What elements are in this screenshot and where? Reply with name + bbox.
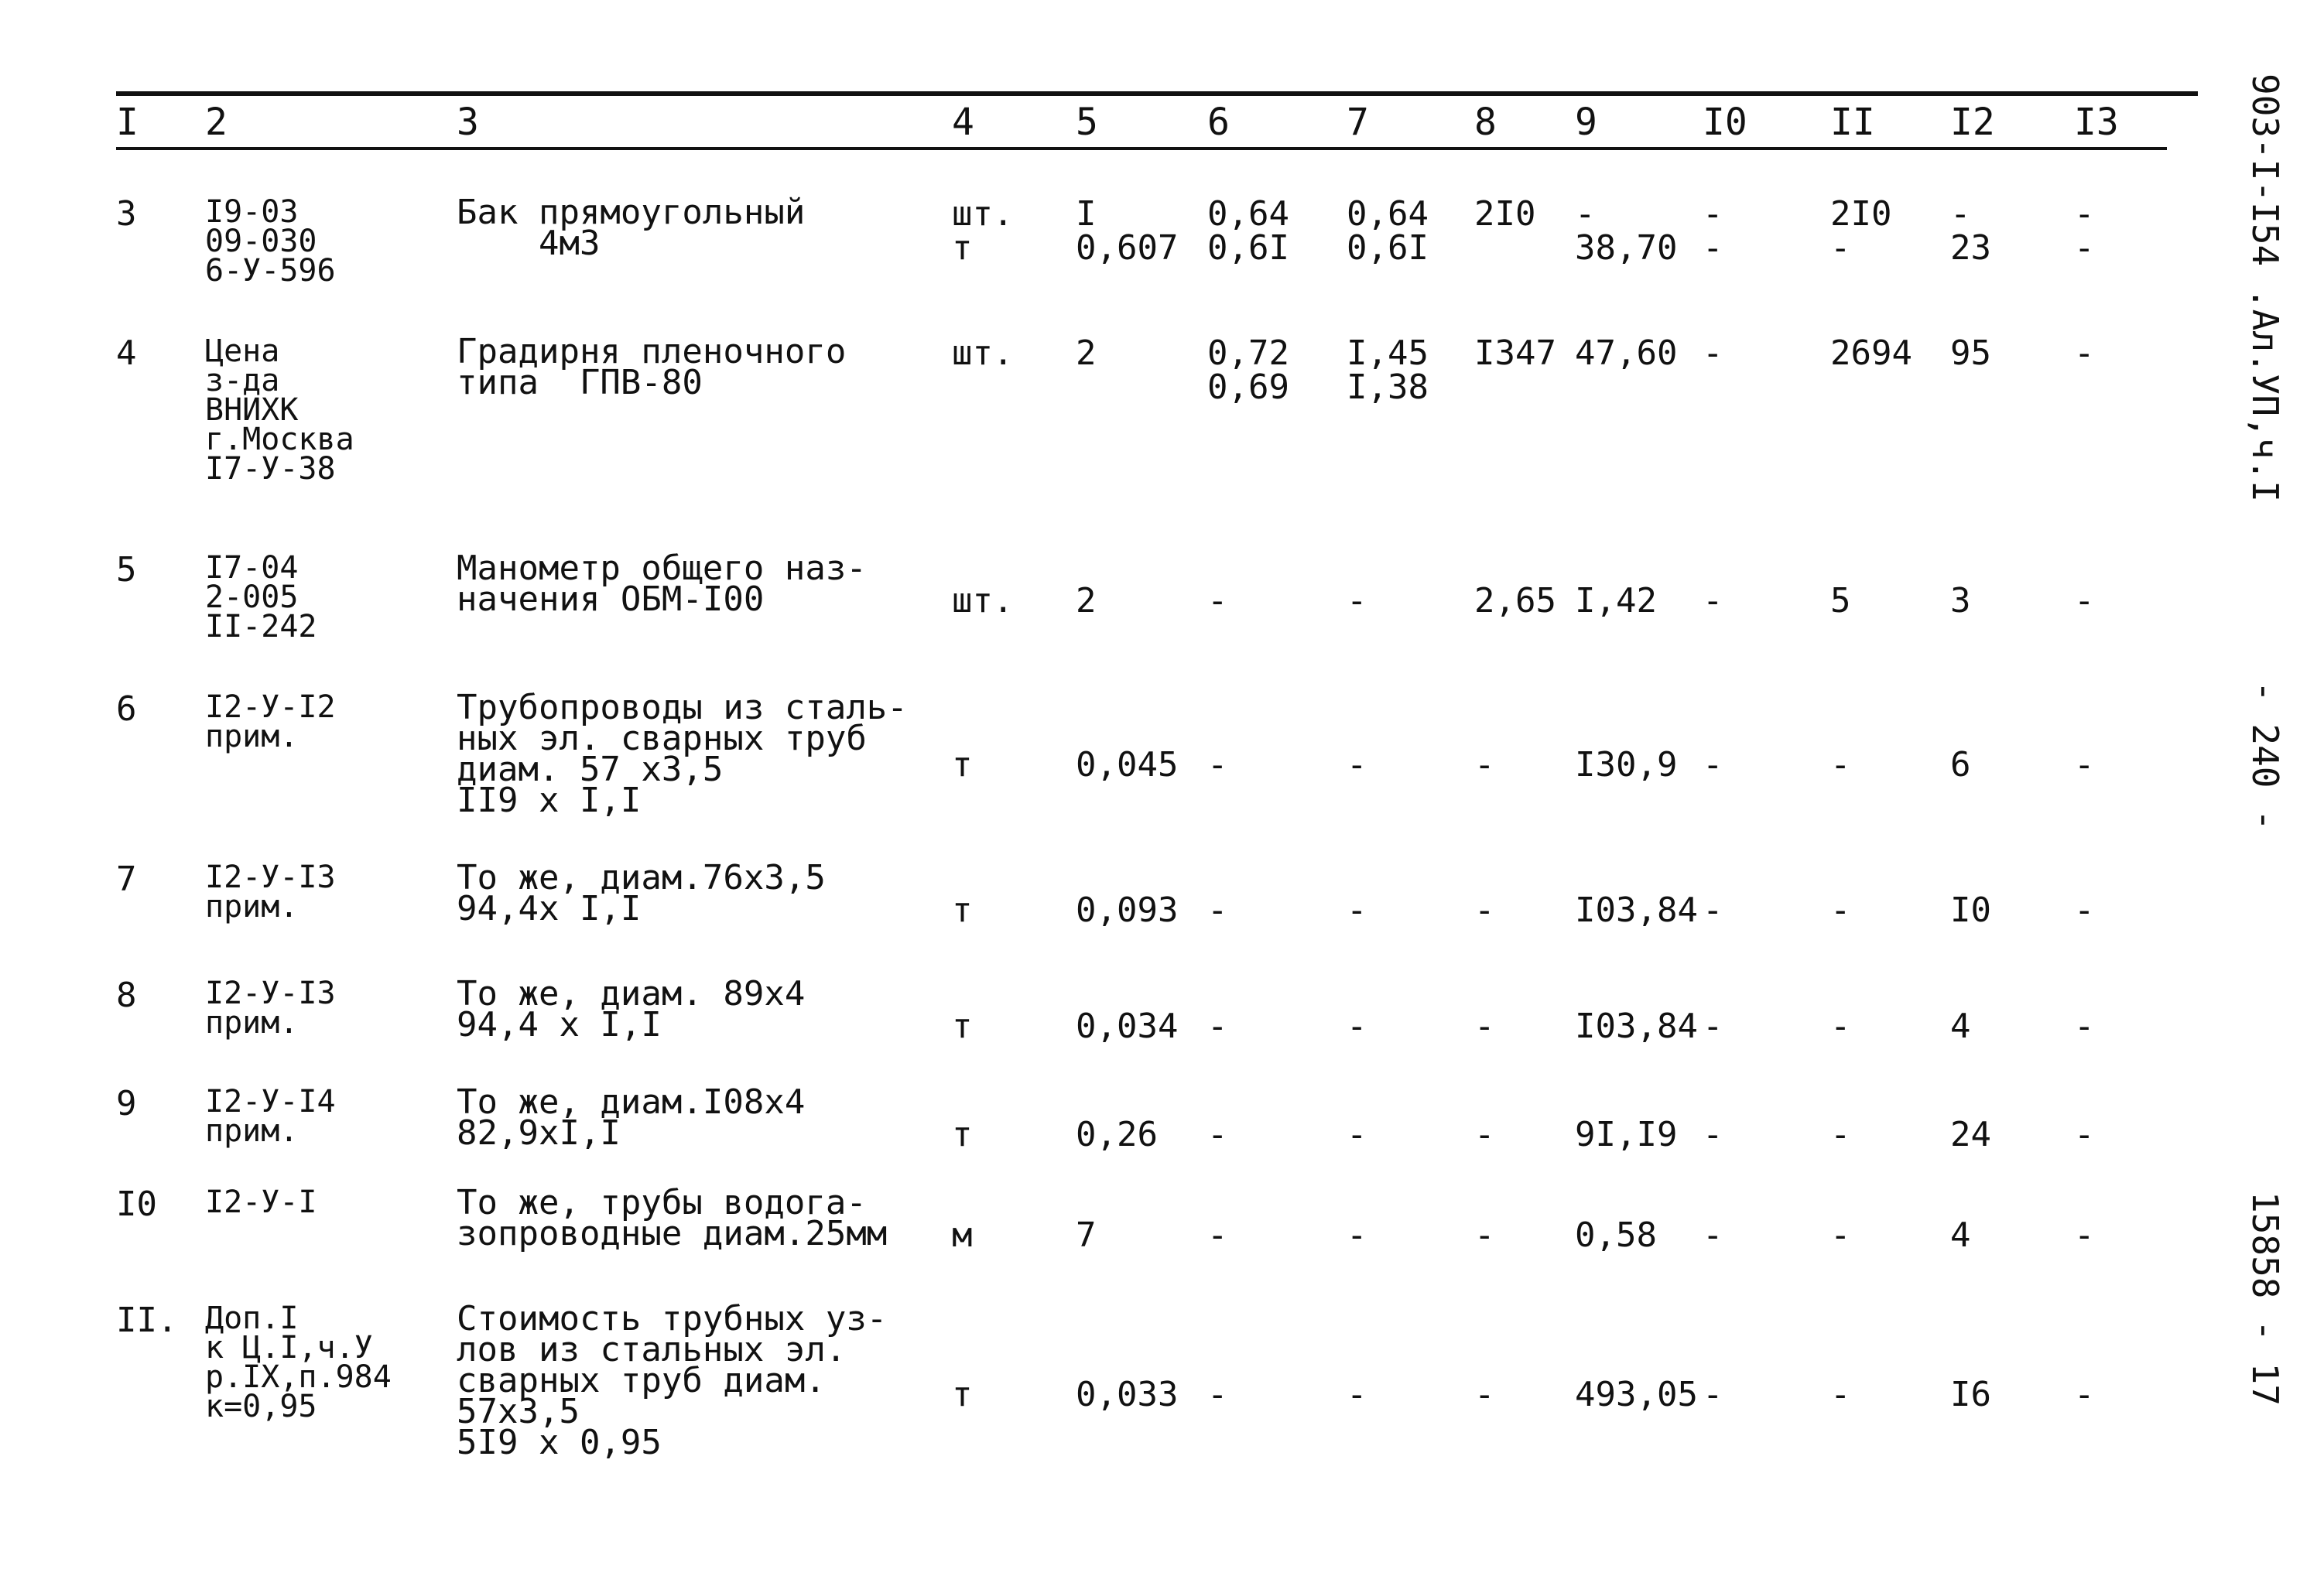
row-4-col-5: 0,045	[1076, 745, 1179, 785]
header-col-12: I2	[1950, 101, 1995, 144]
cell-line: 94,4х I,I	[457, 889, 642, 928]
row-3-col-13: -	[2074, 581, 2095, 620]
cell-line: 2I0	[1830, 194, 1892, 234]
row-5-col-11: -	[1830, 891, 1851, 930]
row-8-col-1: I0	[116, 1185, 157, 1224]
row-1-col-3	[457, 193, 936, 263]
row-3-col-10: -	[1703, 581, 1723, 620]
row-6-col-2	[205, 976, 445, 1041]
row-7-col-9: 9I,I9	[1575, 1115, 1678, 1154]
row-3-col-12: 3	[1950, 581, 1971, 620]
row-3-col-2	[205, 550, 445, 644]
header-col-11: II	[1830, 101, 1875, 144]
row-9-col-11: -	[1830, 1375, 1851, 1414]
cell-line: Градирня пленочного	[457, 332, 847, 371]
cell-line: То же, диам.76х3,5	[457, 858, 826, 897]
cell-line: I2-У-I4	[205, 1084, 336, 1120]
row-4-col-11: -	[1830, 745, 1851, 785]
row-9-col-1: II.	[116, 1301, 178, 1340]
row-5-col-10: -	[1703, 891, 1723, 930]
row-3-col-1: 5	[116, 550, 137, 590]
cell-line: 0,64	[1207, 194, 1289, 234]
row-8-col-10: -	[1703, 1215, 1723, 1255]
row-7-col-6: -	[1207, 1115, 1228, 1154]
row-5-col-6: -	[1207, 891, 1228, 930]
cell-line: диам. 57 х3,5	[457, 750, 724, 789]
row-7-col-8: -	[1474, 1115, 1495, 1154]
cell-line: Трубопроводы из сталь-	[457, 688, 908, 727]
row-8-col-9: 0,58	[1575, 1215, 1657, 1255]
row-7-col-1: 9	[116, 1084, 137, 1123]
row-1-col-12	[1950, 194, 2059, 268]
row-4-col-2	[205, 689, 445, 754]
header-col-5: 5	[1076, 101, 1098, 144]
row-8-col-7: -	[1347, 1215, 1367, 1255]
row-2-col-11: 2694	[1830, 333, 1912, 373]
row-6-col-3	[457, 974, 936, 1044]
header-col-1: I	[116, 101, 139, 144]
header-col-6: 6	[1207, 101, 1230, 144]
row-9-col-3	[457, 1299, 936, 1462]
header-col-3: 3	[457, 101, 479, 144]
row-1-col-6	[1207, 194, 1331, 268]
row-9-col-4: т	[952, 1375, 973, 1414]
row-3-col-9: I,42	[1575, 581, 1657, 620]
cell-line: -	[1703, 228, 1723, 268]
side-label-page-number: - 240 -	[2244, 681, 2286, 831]
row-9-col-5: 0,033	[1076, 1375, 1179, 1414]
row-7-col-5: 0,26	[1076, 1115, 1158, 1154]
row-6-col-13: -	[2074, 1007, 2095, 1046]
cell-line: 6-У-596	[205, 253, 336, 289]
cell-line: Доп.I	[205, 1301, 299, 1336]
row-6-col-9: I03,84	[1575, 1007, 1698, 1046]
row-8-col-12: 4	[1950, 1215, 1971, 1255]
row-1-col-5	[1076, 194, 1200, 268]
row-4-col-10: -	[1703, 745, 1723, 785]
row-9-col-7: -	[1347, 1375, 1367, 1414]
row-7-col-10: -	[1703, 1115, 1723, 1154]
row-5-col-12: I0	[1950, 891, 1991, 930]
row-5-col-4: т	[952, 891, 973, 930]
row-1-col-10	[1703, 194, 1811, 268]
cell-line: 23	[1950, 228, 1991, 268]
cell-line: То же, диам. 89х4	[457, 974, 806, 1014]
row-7-col-4: т	[952, 1115, 973, 1154]
row-4-col-9: I30,9	[1575, 745, 1678, 785]
row-6-col-7: -	[1347, 1007, 1367, 1046]
row-1-col-11	[1830, 194, 1946, 268]
cell-line: -	[1830, 228, 1851, 268]
header-col-9: 9	[1575, 101, 1597, 144]
row-3-col-8: 2,65	[1474, 581, 1556, 620]
cell-line: I9-03	[205, 194, 299, 230]
cell-line: ВНИХК	[205, 392, 299, 428]
cell-line: Манометр общего наз-	[457, 549, 867, 588]
row-7-col-11: -	[1830, 1115, 1851, 1154]
cell-line: 0,6I	[1347, 228, 1429, 268]
cell-line: прим.	[205, 1113, 299, 1149]
cell-line: 0,607	[1076, 228, 1179, 268]
row-4-col-3	[457, 688, 936, 820]
row-8-col-8: -	[1474, 1215, 1495, 1255]
row-2-col-13: -	[2074, 333, 2095, 373]
row-6-col-1: 8	[116, 976, 137, 1015]
cell-line: I2-У-I2	[205, 689, 336, 725]
cell-line: 38,70	[1575, 228, 1678, 268]
row-2-col-5: 2	[1076, 333, 1097, 373]
row-9-col-8: -	[1474, 1375, 1495, 1414]
table-top-rule	[116, 91, 2198, 96]
row-7-col-7: -	[1347, 1115, 1367, 1154]
cell-line: шт.	[952, 194, 1014, 234]
row-3-col-5: 2	[1076, 581, 1097, 620]
row-6-col-5: 0,034	[1076, 1007, 1179, 1046]
cell-line: з-да	[205, 363, 280, 398]
row-6-col-12: 4	[1950, 1007, 1971, 1046]
row-9-col-6: -	[1207, 1375, 1228, 1414]
row-8-col-6: -	[1207, 1215, 1228, 1255]
cell-line: -	[2074, 228, 2095, 268]
cell-line: 0,72	[1207, 333, 1289, 373]
cell-line: I,45	[1347, 333, 1429, 373]
row-3-col-11: 5	[1830, 581, 1851, 620]
cell-line: ных эл. сварных труб	[457, 719, 867, 758]
cell-line: I,38	[1347, 368, 1429, 407]
row-4-col-6: -	[1207, 745, 1228, 785]
cell-line: I2-У-I	[205, 1185, 317, 1220]
cell-line: I2-У-I3	[205, 860, 336, 895]
cell-line: начения ОБМ-I00	[457, 579, 765, 619]
row-2-col-1: 4	[116, 333, 137, 373]
cell-line: -	[2074, 194, 2095, 234]
cell-line: II-242	[205, 609, 317, 644]
cell-line: г.Москва	[205, 422, 354, 457]
cell-line: I	[1076, 194, 1097, 234]
side-label-doc-code: 903-I-I54 .Ал.УП,ч.I	[2244, 74, 2286, 502]
cell-line: Цена	[205, 333, 280, 369]
header-col-4: 4	[952, 101, 974, 144]
row-7-col-3	[457, 1082, 936, 1153]
cell-line: 2-005	[205, 579, 299, 615]
row-9-col-9: 493,05	[1575, 1375, 1698, 1414]
row-2-col-7	[1347, 333, 1463, 407]
row-6-col-6: -	[1207, 1007, 1228, 1046]
row-1-col-9	[1575, 194, 1703, 268]
row-3-col-6: -	[1207, 581, 1228, 620]
row-2-col-6	[1207, 333, 1331, 407]
row-2-col-9: 47,60	[1575, 333, 1678, 373]
cell-line: сварных труб диам.	[457, 1361, 826, 1400]
cell-line: I7-04	[205, 550, 299, 586]
header-col-13: I3	[2074, 101, 2119, 144]
cell-line: -	[1703, 194, 1723, 234]
header-col-2: 2	[205, 101, 228, 144]
row-3-col-4: шт.	[952, 581, 1014, 620]
row-1-col-1: 3	[116, 194, 137, 234]
side-label-inventory: 15858 - 17	[2244, 1191, 2286, 1406]
row-1-col-2	[205, 194, 445, 289]
row-1-col-4	[952, 194, 1060, 268]
row-8-col-5: 7	[1076, 1215, 1097, 1255]
row-3-col-3	[457, 549, 936, 619]
cell-line: р.IХ,п.984	[205, 1359, 392, 1395]
cell-line: I2-У-I3	[205, 976, 336, 1011]
row-8-col-11: -	[1830, 1215, 1851, 1255]
row-5-col-3	[457, 858, 936, 928]
cell-line: I7-У-38	[205, 451, 336, 487]
cell-line: типа ГПВ-80	[457, 363, 703, 402]
row-8-col-13: -	[2074, 1215, 2095, 1255]
header-col-10: I0	[1703, 101, 1747, 144]
row-5-col-5: 0,093	[1076, 891, 1179, 930]
row-2-col-4: шт.	[952, 333, 1014, 373]
cell-line: Стоимость трубных уз-	[457, 1299, 888, 1338]
cell-line: прим.	[205, 1005, 299, 1041]
row-8-col-4: м	[952, 1215, 973, 1255]
cell-line: 09-030	[205, 224, 317, 259]
row-8-col-2	[205, 1185, 445, 1220]
cell-line: 57х3,5	[457, 1392, 580, 1431]
row-5-col-2	[205, 860, 445, 925]
cell-line: прим.	[205, 719, 299, 754]
row-4-col-4: т	[952, 745, 973, 785]
cell-line: Бак прямоугольный	[457, 193, 806, 232]
cell-line: к=0,95	[205, 1389, 317, 1424]
row-5-col-9: I03,84	[1575, 891, 1698, 930]
cell-line: 94,4 х I,I	[457, 1005, 662, 1044]
row-2-col-10: -	[1703, 333, 1723, 373]
row-9-col-12: I6	[1950, 1375, 1991, 1414]
row-6-col-10: -	[1703, 1007, 1723, 1046]
cell-line: прим.	[205, 889, 299, 925]
row-3-col-7: -	[1347, 581, 1367, 620]
row-1-col-13	[2074, 194, 2151, 268]
row-4-col-7: -	[1347, 745, 1367, 785]
cell-line: То же, трубы водога-	[457, 1183, 867, 1222]
cell-line: лов из стальных эл.	[457, 1330, 847, 1369]
row-2-col-12: 95	[1950, 333, 1991, 373]
row-6-col-11: -	[1830, 1007, 1851, 1046]
cell-line: т	[952, 228, 973, 268]
cell-line: к Ц.I,ч.У	[205, 1330, 373, 1366]
cell-line: II9 х I,I	[457, 781, 642, 820]
row-6-col-8: -	[1474, 1007, 1495, 1046]
row-5-col-1: 7	[116, 860, 137, 899]
row-6-col-4: т	[952, 1007, 973, 1046]
cell-line: -	[1950, 194, 1971, 234]
row-5-col-13: -	[2074, 891, 2095, 930]
row-7-col-13: -	[2074, 1115, 2095, 1154]
row-9-col-13: -	[2074, 1375, 2095, 1414]
row-8-col-3	[457, 1183, 936, 1253]
cell-line: 0,69	[1207, 368, 1289, 407]
row-7-col-12: 24	[1950, 1115, 1991, 1154]
cell-line: -	[1575, 194, 1596, 234]
header-bottom-rule	[116, 147, 2167, 150]
row-9-col-2	[205, 1301, 445, 1424]
row-2-col-8: I347	[1474, 333, 1556, 373]
row-2-col-3	[457, 332, 936, 402]
header-col-8: 8	[1474, 101, 1497, 144]
row-5-col-7: -	[1347, 891, 1367, 930]
cell-line: 4м3	[457, 224, 601, 263]
row-5-col-8: -	[1474, 891, 1495, 930]
cell-line: То же, диам.I08х4	[457, 1082, 806, 1122]
row-4-col-8: -	[1474, 745, 1495, 785]
row-7-col-2	[205, 1084, 445, 1149]
row-9-col-10: -	[1703, 1375, 1723, 1414]
row-4-col-13: -	[2074, 745, 2095, 785]
cell-line: 0,6I	[1207, 228, 1289, 268]
row-1-col-7	[1347, 194, 1463, 268]
cell-line: 5I9 х 0,95	[457, 1423, 662, 1462]
cell-line: 0,64	[1347, 194, 1429, 234]
row-2-col-2	[205, 333, 445, 487]
row-4-col-1: 6	[116, 689, 137, 729]
row-1-col-8: 2I0	[1474, 194, 1536, 234]
cell-line: зопроводные диам.25мм	[457, 1214, 888, 1253]
row-4-col-12: 6	[1950, 745, 1971, 785]
cell-line: 82,9хI,I	[457, 1113, 621, 1153]
header-col-7: 7	[1347, 101, 1369, 144]
